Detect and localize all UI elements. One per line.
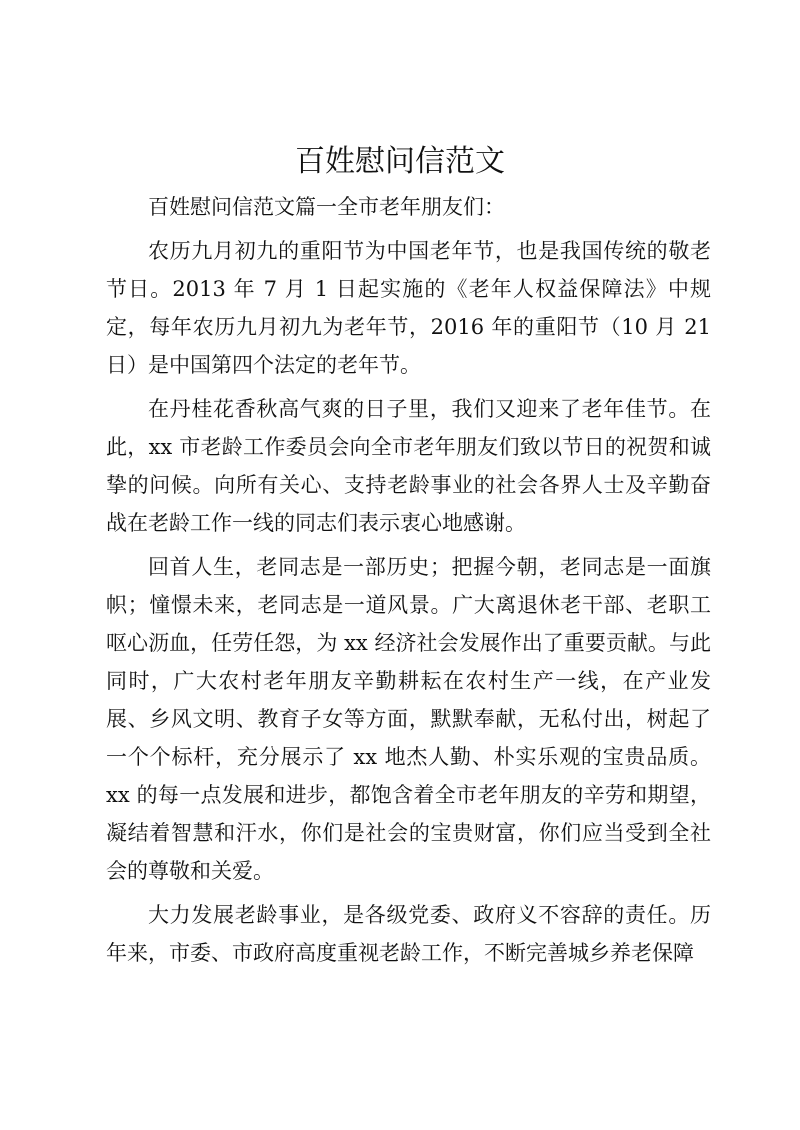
document-title: 百姓慰问信范文 [295,144,505,179]
paragraph: 在丹桂花香秋高气爽的日子里，我们又迎来了老年佳节。在此，xx 市老龄工作委员会向全市老年朋友们致以节日的祝贺和诚挚的问候。向所有关心、支持老龄事业的社会各界人士及辛勤奋战在老龄工作一线的同志们表示衷心地感谢。 [106,397,711,535]
paragraph: 大力发展老龄事业，是各级党委、政府义不容辞的责任。历年来，市委、市政府高度重视老龄工作，不断完善城乡养老保障 [106,903,711,965]
paragraph-salutation: 百姓慰问信范文篇一全市老年朋友们： [148,195,505,219]
paragraph: 回首人生，老同志是一部历史；把握今朝，老同志是一面旗帜；憧憬未来，老同志是一道风景。广大离退休老干部、老职工呕心沥血，任劳任怨，为 xx 经济社会发展作出了重要贡献。与此同时，广大农村老年朋友辛勤耕耘在农村生产一线，在产业发展、乡风文明、教育子女等方面，默默奉献，无私付出，树起了一个个标杆，充分展示了 xx 地杰人勤、朴实乐观的宝贵品质。xx 的每一点发展和进步，都饱含着全市老年朋友的辛劳和期望，凝结着智慧和汗水，你们是社会的宝贵财富，你们应当受到全社会的尊敬和关爱。 [106,555,711,883]
document-body [106,188,711,978]
paragraph: 农历九月初九的重阳节为中国老年节，也是我国传统的敬老节日。2013 年 7 月 1 日起实施的《老年人权益保障法》中规定，每年农历九月初九为老年节，2016 年的重阳节（10 月 21 日）是中国第四个法定的老年节。 [106,239,711,377]
